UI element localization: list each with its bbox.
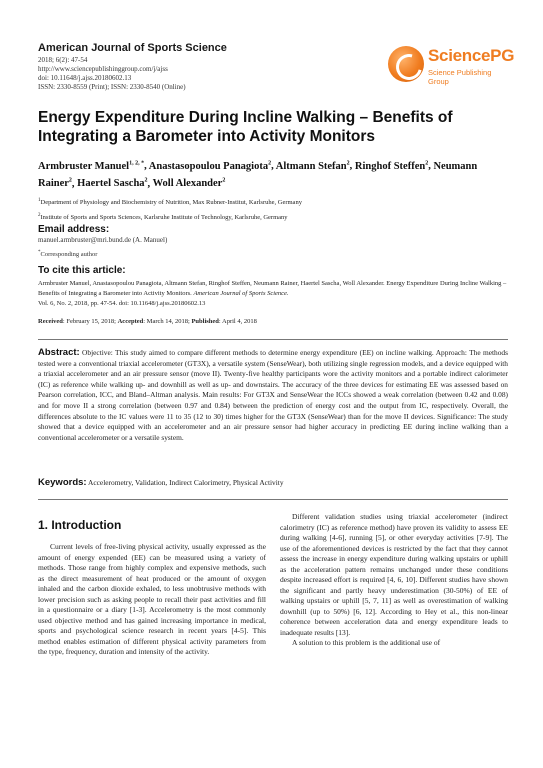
journal-url[interactable]: http://www.sciencepublishinggroup.com/j/ajss	[38, 65, 168, 73]
author-list: Armbruster Manuel$^{1, 2, *}$, Anastasopoulou Panagiota$^2$, Altmann Stefan$^2$, Ringhof Steffen$^2$, Neumann Rainer$^2$, Haertel Sascha$^2$, Woll Alexander$^2$	[38, 160, 478, 189]
affiliations	[38, 194, 508, 224]
journal-issn: ISSN: 2330-8559 (Print); ISSN: 2330-8540 (Online)	[38, 83, 186, 91]
article-title: Energy Expenditure During Incline Walking – Benefits of Integrating a Barometer into Activity Monitors	[38, 109, 453, 145]
email-link[interactable]: manuel.armbruster@mri.bund.de (A. Manuel)	[38, 236, 168, 244]
affiliation-item: $^1$Department of Physiology and Biochemistry of Nutrition, Max Rubner-Institut, Karlsruhe, Germany	[38, 198, 302, 207]
column-right	[280, 512, 508, 649]
corresponding-note: *Corresponding author	[38, 250, 98, 259]
publisher-logo[interactable]	[388, 42, 515, 88]
author[interactable]: Haertel Sascha$^2$	[77, 177, 148, 189]
keywords	[38, 477, 508, 488]
column-left	[38, 512, 266, 658]
keywords-label: Keywords:	[38, 477, 87, 488]
abstract-text: Objective: This study aimed to compare different methods to determine energy expenditure (EE) on incline walking. Approach: The methods tested were a conventional triaxial accelerometer (GT3X), a versatile system (SenseWear), both utilizing single regression models, and a device equipped with a triaxial accelerometer and an air pressure sensor (move II). Twenty-five healthy participants wore the activity monitors and a portable indirect calorimeter (IC) as reference while walking up- and downhill as well as up- and downstairs. The accuracy of the three devices for estimating EE was assessed based on Pearson correlation, ICC, and Bland–Altman analysis. Main results: For GT3X and SenseWear the ICCs showed a weak correlation (between 0.42 and 0.08) and for move II a strong correlation (between 0.97 and 0.84) between the prediction of energy cost and the output from IC, respectively. Overall, the differences absolute to the IC values were 11 to 35 (12 to 30) times higher for the GT3X (SenseWear) than for the move II devices. Significance: The study showed that a device equipped with an accelerometer and an air pressure sensor had higher accuracy in predicting EE during incline walking than a conventional accelerometer or a versatile system.	[38, 348, 508, 442]
logo-subtitle: Science Publishing Group	[428, 68, 492, 86]
journal-issue: 2018; 6(2): 47-54	[38, 56, 88, 64]
intro-paragraph: Current levels of free-living physical activity, usually expressed as the amount of energy expended (EE) can be measured using a variety of methods. Those range from highly complex and expensive methods, such as the direct measurement of heat produced or the amount of oxygen inhaled and the carbon dioxide exhaled, to less unobtrusive methods with lower precision such as asking people to recall their past activities and fill in a questionnaire or a diary [1-3]. Accelerometry is the most commonly used objective method and has gained increasing importance in medical, sports and psychological science research in recent years [4-5]. This method enables estimation of different physical activity parameters from the type, frequency, duration and intensity of the activity.	[38, 542, 266, 656]
citation: Armbruster Manuel, Anastasopoulou Panagiota, Altmann Stefan, Ringhof Steffen, Neumann Rainer, Haertel Sascha, Woll Alexander. Energy Expenditure During Incline Walking – Benefits of Integrating a Barometer into Activity Monitors. American Journal of Sports Science. Vol. 6, No. 2, 2018, pp. 47-54. doi: 10.11648/j.ajss.20180602.13	[38, 280, 507, 307]
intro-paragraph: Different validation studies using triaxial accelerometer (indirect calorimetry (IC) as reference method) have proven its validity to assess EE during walking [4-6], running [5], or other everyday activities [7-9]. The use of the aforementioned devices is restricted by the fact that they cannot assess the increase in energy expenditure during walking upstairs or uphill as the acceleration pattern remains unchanged under these conditions despite increased effort is required [4, 6, 10]. Different studies have shown the significant and partly heavy underestimation (30-50%) of EE of walking upstairs or uphill [5, 7, 11] as well as overestimation of walking downhill (up to 50%) [6, 12]. According to Hey et al., this non-linear coherence between acceleration data and energy expenditure leads to inadequate results [13].	[280, 512, 508, 637]
section-heading-introduction: 1. Introduction	[38, 518, 122, 532]
abstract	[38, 348, 508, 443]
author[interactable]: Armbruster Manuel$^{1, 2, *}$	[38, 160, 145, 172]
intro-paragraph: A solution to this problem is the additional use of	[292, 638, 441, 647]
author[interactable]: Anastasopoulou Panagiota$^2$	[148, 160, 272, 172]
cite-heading: To cite this article:	[38, 265, 126, 276]
article-dates: Received: February 15, 2018; Accepted: March 14, 2018; Published: April 4, 2018	[38, 318, 257, 325]
author[interactable]: Woll Alexander$^2$	[152, 177, 226, 189]
divider	[38, 499, 508, 500]
keywords-text: Accelerometry, Validation, Indirect Calorimetry, Physical Activity	[88, 478, 284, 487]
email-heading: Email address:	[38, 224, 110, 235]
divider	[38, 339, 508, 340]
author[interactable]: Ringhof Steffen$^2$	[354, 160, 429, 172]
journal-doi[interactable]: doi: 10.11648/j.ajss.20180602.13	[38, 74, 132, 82]
author[interactable]: Neumann Rainer$^2$	[38, 160, 478, 189]
citation-doi[interactable]: Vol. 6, No. 2, 2018, pp. 47-54. doi: 10.11648/j.ajss.20180602.13	[38, 300, 206, 307]
abstract-label: Abstract:	[38, 347, 80, 358]
sciencepg-logo-icon	[388, 46, 424, 82]
journal-name[interactable]: American Journal of Sports Science	[38, 42, 227, 54]
logo-text: SciencePG	[428, 46, 515, 65]
author[interactable]: Altmann Stefan$^2$	[275, 160, 350, 172]
journal-header	[38, 42, 515, 98]
affiliation-item: $^2$Institute of Sports and Sports Sciences, Karlsruhe Institute of Technology, Karlsruhe, Germany	[38, 213, 288, 222]
